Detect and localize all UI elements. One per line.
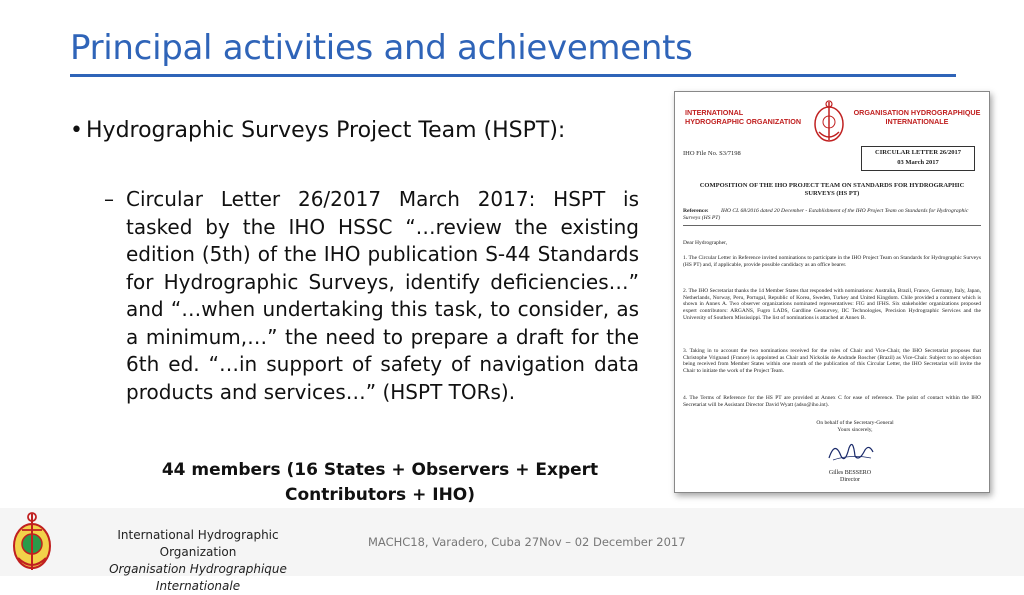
doc-closing <box>765 420 945 433</box>
signature-icon <box>825 438 877 466</box>
slide-title: Principal activities and achievements <box>70 28 693 68</box>
doc-signer-title: Director <box>840 477 860 483</box>
doc-para-4: 4. The Terms of Reference for the HS PT are provided at Annex C for ease of reference. The point of contact within the IHO Secretariat will be Assistant Director David Wyatt (adso@iho.int). <box>683 395 981 408</box>
circular-letter-image <box>674 91 990 493</box>
doc-reference-label: Reference: <box>683 208 709 214</box>
doc-para-1: 1. The Circular Letter in Reference invited nominations to participate in the IHO Project Team on Standards for Hydrographic Surveys (HS PT) and, if applicable, provide possible candidacy as an office bearer. <box>683 255 981 268</box>
doc-closing-1: On behalf of the Secretary-General <box>816 420 894 426</box>
doc-file-no: IHO File No. S3/7198 <box>683 150 741 157</box>
doc-reference <box>683 208 981 222</box>
doc-reference-text: IHO CL 68/2016 dated 20 December - Establishment of the IHO Project Team on Standards for Hydrographic Surveys (HS PT) <box>683 208 969 221</box>
footer-org-fr: Organisation Hydrographique Internationale <box>109 562 287 593</box>
footer-org <box>78 527 318 595</box>
doc-para-3: 3. Taking in to account the two nominations received for the roles of Chair and Vice-Chair, the IHO Secretariat proposes that Christophe Vrignaud (France) is appointed as Chair and Nickolás de Andrade Roscher (Brazil) as Vice-Chair. Subject to no objection being received from Member States within one month of the publication of this Circular Letter, the IHO Secretariat will invite the Chair to initiate the work of the Project Team. <box>683 348 981 375</box>
title-underline <box>70 74 956 77</box>
doc-para-2: 2. The IHO Secretariat thanks the 14 Member States that responded with nominations: Australia, Brazil, France, Germany, Italy, Japan, Netherlands, Norway, Peru, Portugal, Republic of Korea, Sweden, Turkey and United Kingdom. Chile provided a comment which is shown in Annex A. Two observer organizations nominated representatives: FIG and IFHS. Six stakeholder organizations proposed expert contributors: ARGANS, Fugro LADS, Gardline Geosurvey, IIC Technologies, Precision Hydrographic Services and the University of Southern Mississippi. The list of nominations is attached at Annex B. <box>683 288 981 321</box>
members-line-1: 44 members (16 States + Observers + Expert <box>161 460 599 480</box>
doc-cl-number: CIRCULAR LETTER 26/2017 <box>875 149 961 156</box>
members-summary <box>160 458 600 508</box>
doc-signer <box>795 470 905 484</box>
iho-logo-icon <box>6 510 58 574</box>
doc-salutation: Dear Hydrographer, <box>683 240 728 246</box>
doc-cl-box <box>861 146 975 171</box>
sub-bullet-text: Circular Letter 26/2017 March 2017: HSPT is tasked by the IHO HSSC “…review the existing edition (5th) of the IHO publication S-44 Standards for Hydrographic Surveys, identify deficiencies…” and “…when undertaking this task, to consider, as a minimum,…” the need to prepare a draft for the 6th ed. “…in support of safety of navigation data products and services…” (HSPT TORs). <box>126 187 639 404</box>
main-bullet-text: Hydrographic Surveys Project Team (HSPT): <box>86 118 566 143</box>
members-line-2: Contributors + IHO) <box>284 485 476 505</box>
main-bullet <box>70 118 565 143</box>
doc-org-en: INTERNATIONAL HYDROGRAPHIC ORGANIZATION <box>685 108 802 126</box>
bullet-dot-icon: • <box>70 118 83 143</box>
doc-heading: COMPOSITION OF THE IHO PROJECT TEAM ON STANDARDS FOR HYDROGRAPHIC SURVEYS (HS PT) <box>699 182 965 197</box>
doc-org-fr: ORGANISATION HYDROGRAPHIQUE INTERNATIONALE <box>853 108 981 126</box>
iho-emblem-icon <box>811 98 847 144</box>
dash-icon: – <box>104 187 114 211</box>
doc-closing-2: Yours sincerely, <box>837 426 873 433</box>
doc-signer-name: Gilles BESSERO <box>828 470 872 476</box>
doc-cl-date: 03 March 2017 <box>897 159 939 166</box>
footer-event: MACHC18, Varadero, Cuba 27Nov – 02 December 2017 <box>368 535 686 549</box>
footer-org-en: International Hydrographic Organization <box>117 528 279 559</box>
doc-divider <box>683 225 981 226</box>
sub-bullet <box>104 186 639 406</box>
